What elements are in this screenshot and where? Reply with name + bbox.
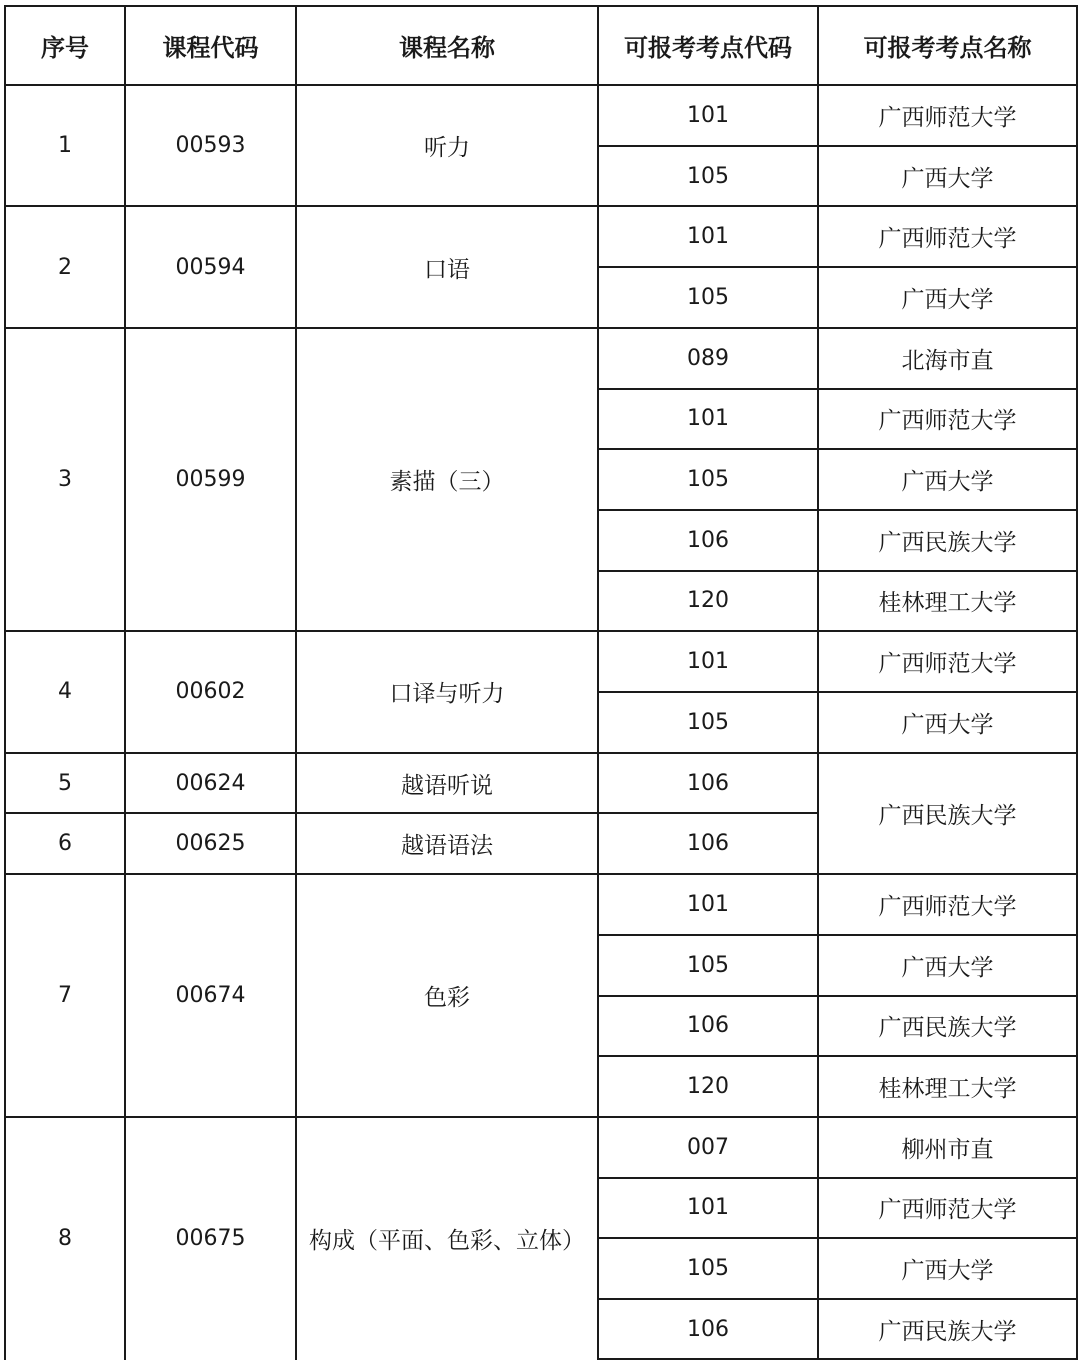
site-name: 广西民族大学 [878,529,1017,556]
site-name: 桂林理工大学 [878,1076,1017,1103]
column-header: 课程名称 [399,33,495,62]
site-code: 106 [687,527,729,553]
course-code: 00594 [175,254,246,280]
row-separator [5,327,1077,329]
course-code: 00593 [175,133,246,159]
site-name: 广西大学 [901,954,994,981]
row-seq: 5 [58,770,72,796]
course-name: 口语 [424,256,470,283]
course-name: 口译与听力 [389,681,505,708]
course-name: 听力 [424,135,470,162]
row-seq: 3 [58,467,72,493]
course-name: 越语语法 [401,833,493,860]
site-code: 007 [687,1134,729,1160]
site-code: 105 [687,284,729,310]
column-border [124,5,126,1360]
table-bottom-border [598,1358,1077,1360]
site-separator [598,995,1077,997]
site-name: 广西师范大学 [878,1197,1017,1224]
course-name: 色彩 [424,984,470,1011]
row-separator [5,752,1077,754]
row-separator [5,812,818,814]
site-code: 120 [687,1074,729,1100]
row-seq: 4 [58,679,72,705]
site-code: 106 [687,1316,729,1342]
site-code: 120 [687,588,729,614]
site-name: 广西民族大学 [878,802,1017,829]
course-code: 00624 [175,770,246,796]
site-name: 广西大学 [901,469,994,496]
site-code: 101 [687,406,729,432]
site-code: 105 [687,467,729,493]
course-code: 00602 [175,679,246,705]
table-top-border [5,5,1077,7]
site-name: 柳州市直 [901,1136,994,1163]
column-header: 课程代码 [162,33,259,62]
course-name: 构成（平面、色彩、立体） [309,1227,585,1254]
site-separator [598,1237,1077,1239]
site-name: 广西师范大学 [878,893,1017,920]
site-separator [598,448,1077,450]
column-header: 序号 [41,33,89,62]
column-border [597,5,599,1360]
site-name: 广西师范大学 [878,104,1017,131]
site-name: 广西大学 [901,1258,994,1285]
course-name: 素描（三） [389,469,505,496]
site-separator [598,1177,1077,1179]
row-separator [5,1116,1077,1118]
site-separator [598,388,1077,390]
site-code: 101 [687,1195,729,1221]
column-border [1076,5,1078,1360]
course-code: 00625 [175,831,246,857]
course-name: 越语听说 [401,772,493,799]
site-code: 089 [687,345,729,371]
course-code: 00599 [175,467,246,493]
site-separator [598,691,1077,693]
site-name: 广西师范大学 [878,226,1017,253]
site-separator [598,266,1077,268]
site-name: 广西大学 [901,165,994,192]
site-code: 101 [687,102,729,128]
site-name: 广西师范大学 [878,651,1017,678]
row-seq: 1 [58,133,72,159]
column-border [295,5,297,1360]
row-separator [5,873,1077,875]
site-separator [598,1055,1077,1057]
row-separator [5,630,1077,632]
column-border [817,5,819,1360]
site-code: 101 [687,224,729,250]
site-name: 广西大学 [901,711,994,738]
site-code: 106 [687,831,729,857]
column-header: 可报考考点名称 [863,33,1032,62]
site-code: 101 [687,649,729,675]
site-name: 广西师范大学 [878,408,1017,435]
site-name: 桂林理工大学 [878,590,1017,617]
site-separator [598,145,1077,147]
row-seq: 6 [58,831,72,857]
row-separator [5,205,1077,207]
site-code: 101 [687,891,729,917]
site-name: 广西民族大学 [878,1318,1017,1345]
site-code: 106 [687,770,729,796]
row-seq: 8 [58,1225,72,1251]
site-separator [598,570,1077,572]
site-name: 北海市直 [901,347,994,374]
site-separator [598,1298,1077,1300]
column-header: 可报考考点代码 [624,33,792,62]
course-code: 00675 [175,1225,246,1251]
site-separator [598,509,1077,511]
site-name: 广西民族大学 [878,1015,1017,1042]
site-code: 105 [687,952,729,978]
site-name: 广西大学 [901,286,994,313]
row-seq: 2 [58,254,72,280]
column-border [4,5,6,1360]
site-code: 105 [687,163,729,189]
site-code: 105 [687,709,729,735]
site-code: 106 [687,1013,729,1039]
site-separator [598,934,1077,936]
row-seq: 7 [58,982,72,1008]
course-code: 00674 [175,982,246,1008]
site-code: 105 [687,1256,729,1282]
